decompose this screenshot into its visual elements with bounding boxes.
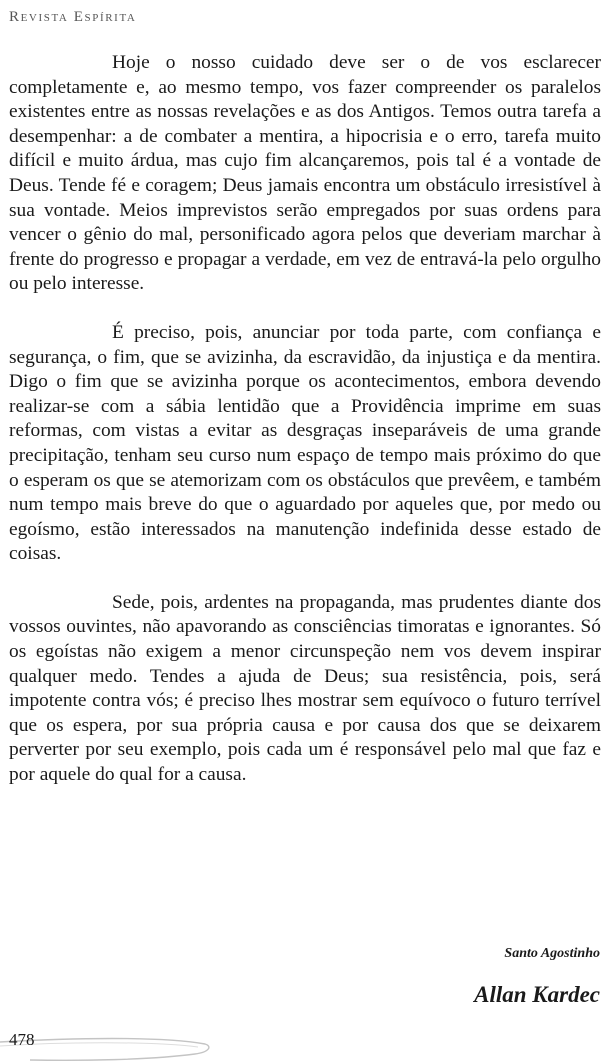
author-signature: Allan Kardec — [474, 982, 600, 1007]
running-header: Revista Espírita — [9, 9, 137, 25]
paragraph-3: Sede, pois, ardentes na propaganda, mas prudentes diante dos vossos ouvintes, não apavorando as consciências timoratas e ignorantes. Só os egoístas não exigem a menor circunspeção nem vos devem inspirar qualquer medo. Tendes a ajuda de Deus; sua resistência, pois, será impotente contra vós; é preciso lhes mostrar sem equívoco o futuro terrível que os espera, por sua própria causa e por causa dos que se deixarem perverter por seu exemplo, pois cada um é responsável pelo mal que faz e por aquele do qual for a causa. — [9, 591, 601, 786]
article-body — [9, 51, 601, 788]
paragraph-2: É preciso, pois, anunciar por toda parte, com confiança e segurança, o fim, que se avizinha, da escravidão, da injustiça e da mentira. Digo o fim que se avizinha porque os acontecimentos, embora devendo realizar-se com a sábia lentidão que a Providência imprime em suas reformas, com vistas a evitar as desgraças inseparáveis de uma grande precipitação, tenham seu curso num espaço de tempo mais próximo do que o esperam os que se atemorizam com os obstáculos que prevêem, e também num tempo mais breve do que o aguardado por aqueles que, por medo ou egoísmo, estão interessados na manutenção indefinida desse estado de coisas. — [9, 321, 601, 565]
paragraph-1: Hoje o nosso cuidado deve ser o de vos esclarecer completamente e, ao mesmo tempo, vos fazer compreender os paralelos existentes entre as nossas revelações e as dos Antigos. Temos outra tarefa a desempenhar: a de combater a mentira, a hipocrisia e o erro, tarefa muito difícil e muito árdua, mas cujo fim alcançaremos, pois tal é a vontade de Deus. Tende fé e coragem; Deus jamais encontra um obstáculo irresistível à sua vontade. Meios imprevistos serão empregados por suas ordens para vencer o gênio do mal, personificado agora pelos que deveriam marchar à frente do progresso e propagar a verdade, em vez de entravá-la pelo orgulho ou pelo interesse. — [9, 52, 601, 295]
page-number: 478 — [9, 1030, 35, 1049]
spirit-signature: Santo Agostinho — [504, 946, 600, 961]
